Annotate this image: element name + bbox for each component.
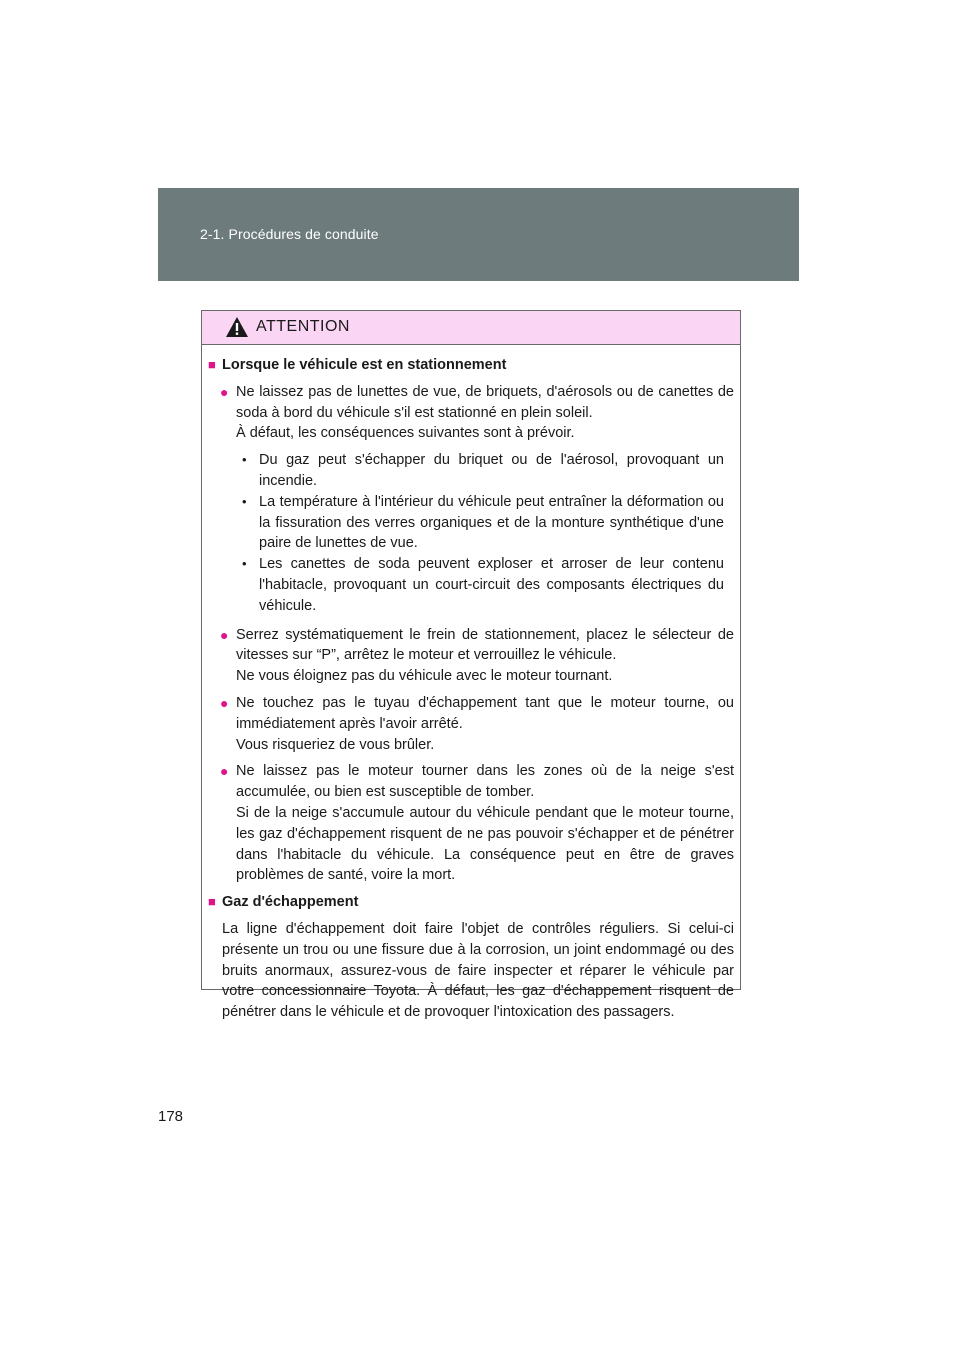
paragraph: Ne laissez pas le moteur tourner dans les zones où de la neige s'est accumulée, ou bien est susceptible de tomber. — [236, 763, 734, 801]
square-bullet-icon: ■ — [208, 357, 216, 372]
paragraph: À défaut, les conséquences suivantes sont à prévoir. — [236, 425, 575, 442]
warning-body — [202, 345, 740, 1023]
paragraph: Si de la neige s'accumule autour du véhicule pendant que le moteur tourne, les gaz d'échappement risquent de ne pas pouvoir s'échapper et de pénétrer dans l'habitacle du véhicule. La conséquence peut en être de graves problèmes de santé, voire la mort. — [236, 804, 734, 884]
paragraph: Ne touchez pas le tuyau d'échappement tant que le moteur tourne, ou immédiatement après l'avoir arrêté. — [236, 694, 734, 732]
circle-bullet-icon: ● — [220, 383, 229, 400]
page-number: 178 — [158, 1108, 184, 1125]
paragraph: Vous risqueriez de vous brûler. — [236, 736, 435, 753]
dot-bullet-icon: • — [242, 493, 247, 509]
chapter-title: 2-1. Procédures de conduite — [200, 226, 379, 242]
list-item — [220, 382, 734, 619]
list-item — [220, 761, 734, 886]
sub-list-item: • La température à l'intérieur du véhicule peut entraîner la déformation ou la fissuration des verres organiques et de la monture synthétique d'une paire de lunettes de vue. — [242, 493, 724, 552]
warning-box — [201, 310, 741, 1021]
square-bullet-icon: ■ — [208, 894, 216, 910]
list-item — [220, 693, 734, 755]
sub-list-item: • Les canettes de soda peuvent exploser et arroser de leur contenu l'habitacle, provoquant un court-circuit des composants électriques du véhicule. — [242, 556, 724, 614]
paragraph: Serrez systématiquement le frein de stationnement, placez le sélecteur de vitesses sur “P”, arrêtez le moteur et verrouillez le véhicule. — [236, 626, 734, 664]
list-item — [220, 625, 734, 687]
paragraph: Ne vous éloignez pas du véhicule avec le moteur tournant. — [236, 668, 613, 685]
sub-list — [236, 450, 734, 616]
dot-bullet-icon: • — [242, 556, 247, 572]
warning-triangle-icon — [225, 316, 249, 338]
circle-bullet-icon: ● — [220, 763, 229, 780]
circle-bullet-icon: ● — [220, 626, 229, 643]
warning-title: ATTENTION — [256, 318, 350, 335]
sub-list-item: • Du gaz peut s'échapper du briquet ou de l'aérosol, provoquant un incendie. — [242, 452, 724, 489]
section-title-parking: ■ Lorsque le véhicule est en stationnement — [208, 355, 734, 376]
circle-bullet-icon: ● — [220, 694, 229, 711]
paragraph: La ligne d'échappement doit faire l'objet de contrôles réguliers. Si celui-ci présente un trou ou une fissure due à la corrosion, un joint endommagé ou des bruits anormaux, assurez-vous de faire inspecter et réparer le véhicule par votre concessionnaire Toyota. À défaut, les gaz d'échappement risquent de pénétrer dans le véhicule et de provoquer l'intoxication des passagers. — [222, 920, 734, 1021]
warning-header — [202, 311, 740, 345]
dot-bullet-icon: • — [242, 452, 247, 468]
section-title-exhaust: ■ Gaz d'échappement — [208, 892, 734, 913]
chapter-header-band — [158, 188, 799, 281]
paragraph: Ne laissez pas de lunettes de vue, de briquets, d'aérosols ou de canettes de soda à bord du véhicule s'il est stationné en plein soleil. — [236, 383, 734, 421]
